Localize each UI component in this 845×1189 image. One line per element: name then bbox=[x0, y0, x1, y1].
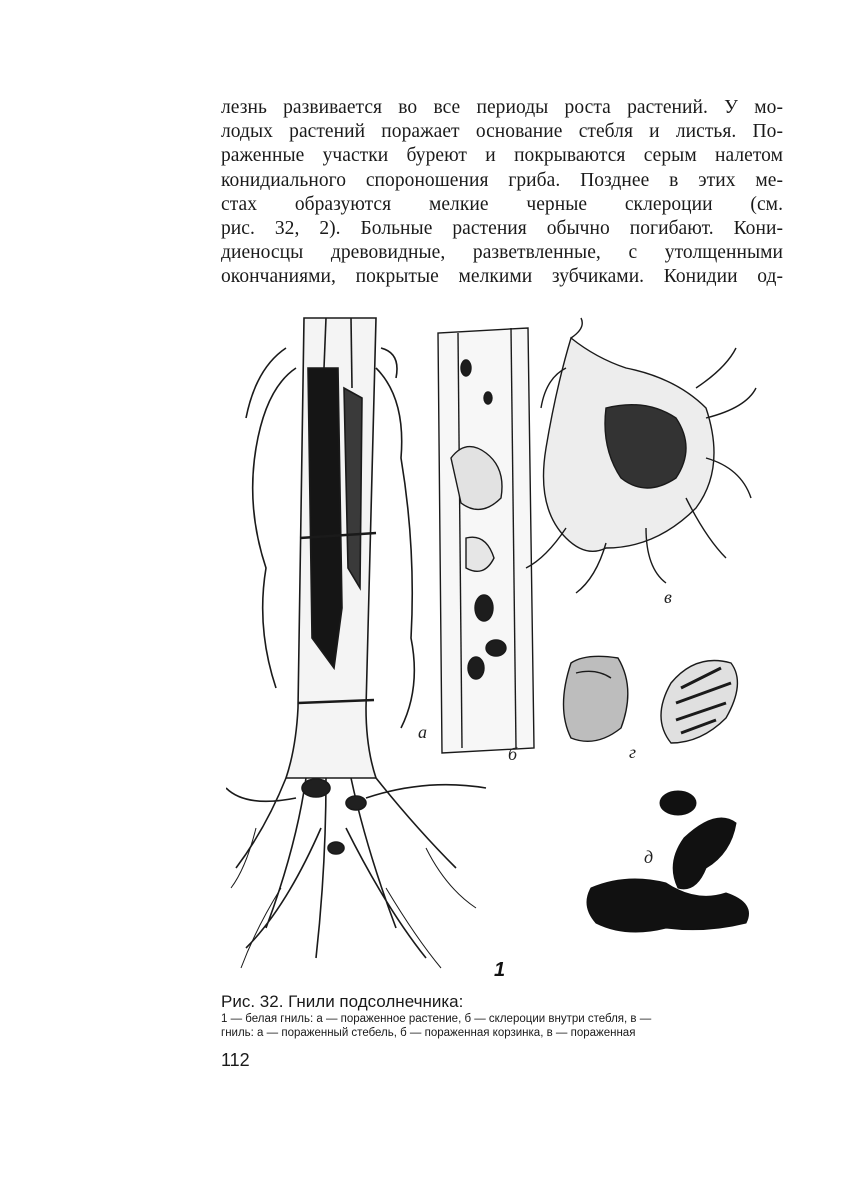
figure-label-v: в bbox=[664, 587, 672, 607]
figure-label-a: а bbox=[418, 722, 427, 742]
figure-label-b: б bbox=[508, 744, 518, 764]
figure-label-g: г bbox=[629, 742, 637, 762]
body-text bbox=[221, 96, 783, 290]
text-line: рис. 32, 2). Больные растения обычно погибают. Кони- bbox=[221, 218, 783, 240]
figure-number: 1 bbox=[494, 959, 506, 981]
caption-line: гниль: а — пораженный стебель, б — пораженная корзинка, в — пораженная bbox=[221, 1026, 636, 1039]
text-line: окончаниями, покрытые мелкими зубчиками. Конидии од- bbox=[221, 266, 783, 288]
seeds-illustration bbox=[564, 656, 738, 743]
figure-illustration bbox=[226, 308, 786, 988]
text-line: раженные участки буреют и покрываются серым налетом bbox=[221, 145, 783, 167]
sunflower-head-illustration bbox=[526, 318, 756, 593]
sclerotia-illustration bbox=[587, 791, 749, 932]
page-number: 112 bbox=[221, 1050, 250, 1070]
figure-caption-title: Рис. 32. Гнили подсолнечника: bbox=[221, 992, 464, 1011]
figure-caption-body bbox=[221, 1013, 781, 1040]
caption-line: 1 — белая гниль: а — пораженное растение, б — склероции внутри стебля, в — bbox=[221, 1013, 652, 1025]
figure-sunflower-rot bbox=[226, 308, 786, 988]
text-line: стах образуются мелкие черные склероции (см. bbox=[221, 193, 783, 215]
text-line: лезнь развивается во все периоды роста растений. У мо- bbox=[221, 97, 783, 118]
text-line: лодых растений поражает основание стебля и листья. По- bbox=[221, 121, 783, 143]
stem-section-illustration bbox=[438, 328, 534, 753]
figure-label-d: д bbox=[644, 847, 654, 867]
text-line: конидиального спороношения гриба. Позднее в этих ме- bbox=[221, 169, 783, 191]
text-line: диеносцы древовидные, разветвленные, с утолщенными bbox=[221, 242, 783, 264]
